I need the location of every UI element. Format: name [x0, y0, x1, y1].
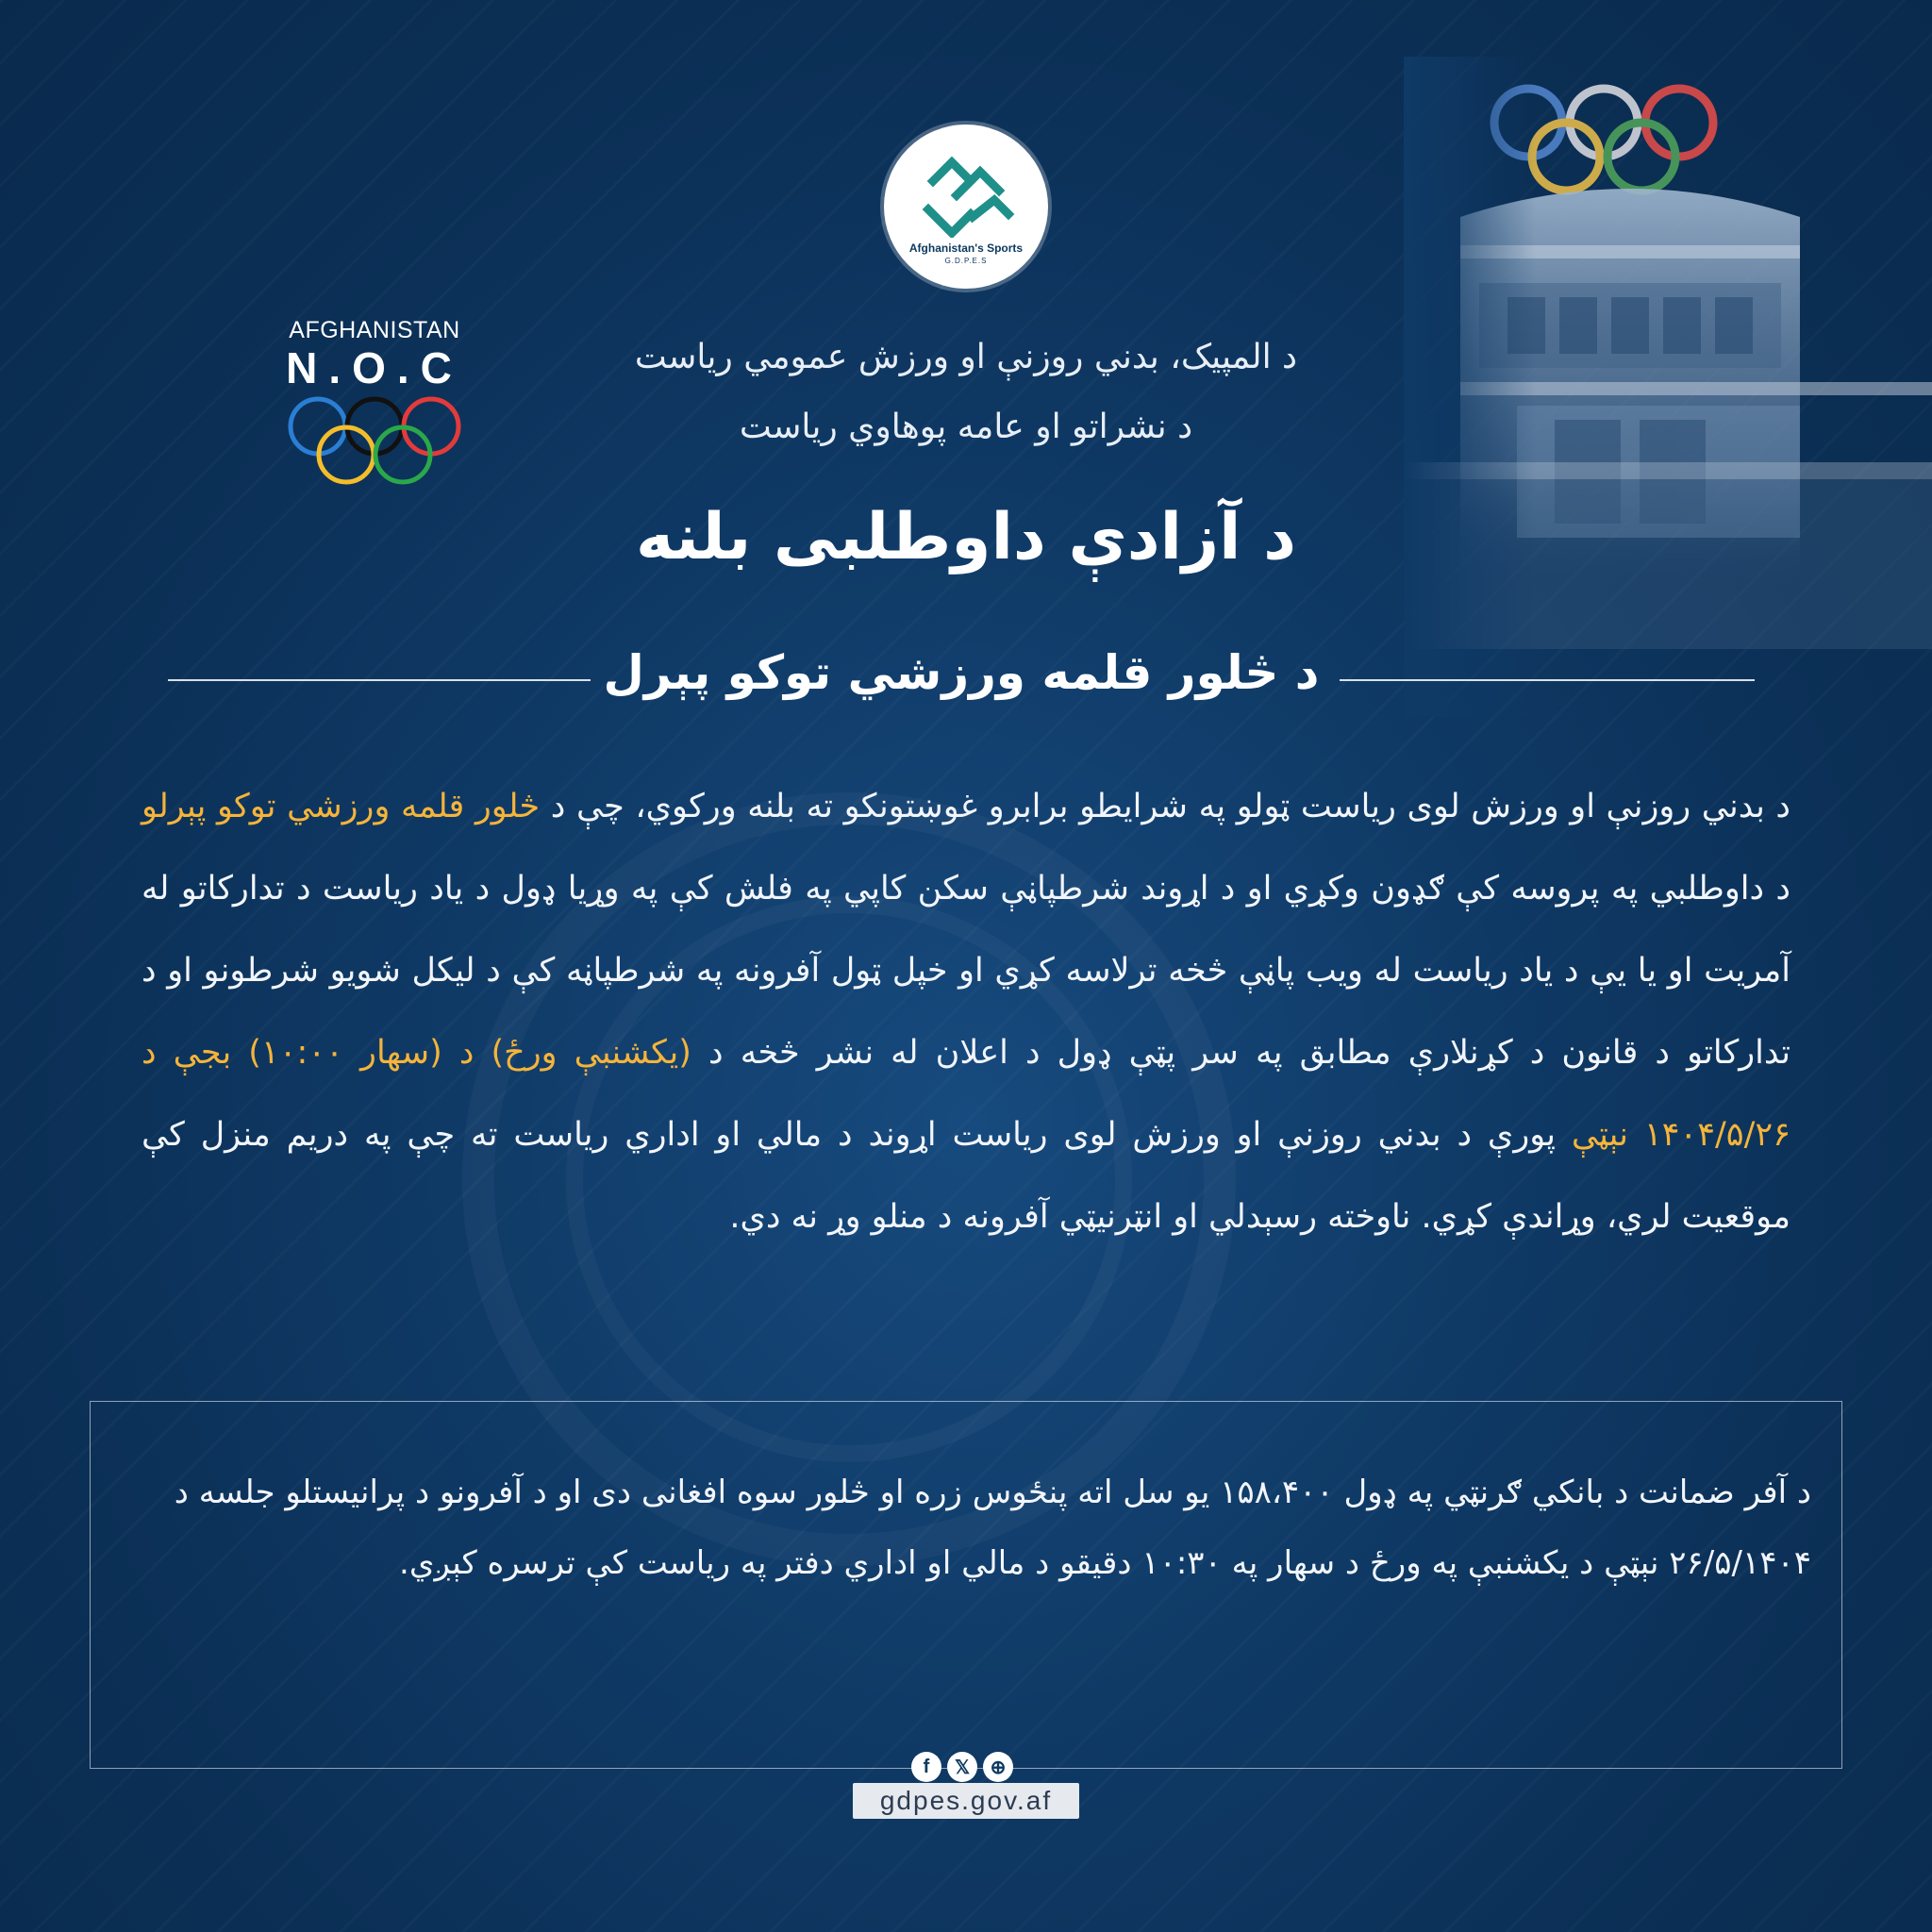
page-subtitle: د څلور قلمه ورزشي توکو پېرل: [603, 645, 1320, 700]
gdpes-logo-name: Afghanistan's Sports: [908, 242, 1024, 255]
notice-text: د آفر ضمانت د بانکي ګرنټي په ډول ۱۵۸،۴۰۰ یو سل اته پنځوس زره او څلور سوه افغانی دی او د آفرونو د پرانیستلو جلسه د ۲۶/۵/۱۴۰۴ نېټې د یکشنبې په ورځ د سهار په ۱۰:۳۰ دقیقو د مالي او اداري دفتر په ریاست کې ترسره کېږي.: [174, 1474, 1811, 1582]
olympic-rings-icon: [280, 395, 469, 490]
facebook-icon[interactable]: f: [911, 1752, 941, 1782]
gdpes-emblem-icon: [914, 143, 1018, 238]
page-title: د آزادې داوطلبی بلنه: [635, 500, 1297, 575]
olympic-building-image: [1404, 57, 1932, 717]
gdpes-logo-subtitle: G.D.P.E.S: [944, 257, 988, 265]
paragraph-text-1: د بدني روزنې او ورزش لوی ریاست ټولو په شرایطو برابرو غوښتونکو ته بلنه ورکوي، چې د: [540, 788, 1791, 825]
website-link[interactable]: gdpes.gov.af: [853, 1783, 1079, 1819]
noc-logo: [275, 317, 474, 493]
organization-name: د المپیک، بدني روزنې او ورزش عمومي ریاست: [634, 338, 1298, 376]
subtitle-block: [168, 640, 1755, 715]
announcement-paragraph: [142, 766, 1790, 1258]
noc-title: N.O.C: [286, 343, 463, 392]
x-icon[interactable]: 𝕏: [947, 1752, 977, 1782]
gdpes-logo: [884, 125, 1048, 289]
highlight-item-name: څلور قلمه ورزشي توکو پېرلو: [142, 788, 541, 825]
department-name: د نشراتو او عامه پوهاوي ریاست: [739, 408, 1193, 446]
noc-country: AFGHANISTAN: [289, 317, 460, 343]
globe-icon[interactable]: ⊕: [983, 1752, 1013, 1782]
paragraph-text-2: د داوطلبي په پروسه کې ګډون وکړي او د اړوند شرطپاڼې سکن کاپي په فلش کې په وړیا ډول د یاد ریاست د تدارکاتو له آمریت او یا یې د یاد ریاست له ویب پاڼې څخه ترلاسه کړي او خپل ټول آفرونه په شرطپاڼه کې د لیکل شویو شرطونو او د تدارکاتو د قانون د کړنلارې مطابق په سر پټې ډول د اعلان له نشر څخه د: [142, 870, 1791, 1072]
paragraph-text-3: پورې د بدني روزنې او ورزش لوی ریاست اړوند د مالي او اداري ریاست ته چې په دریم منزل کې موقعیت لري، وړاندې کړي. ناوخته رسېدلي او انټرنیټي آفرونه د منلو وړ نه دي.: [142, 1116, 1790, 1236]
highlight-deadline: (یکشنبې ورځ) د (سهار ۱۰:۰۰) بجې د ۱۴۰۴/۵/۲۶ نېټې: [142, 1034, 1790, 1154]
